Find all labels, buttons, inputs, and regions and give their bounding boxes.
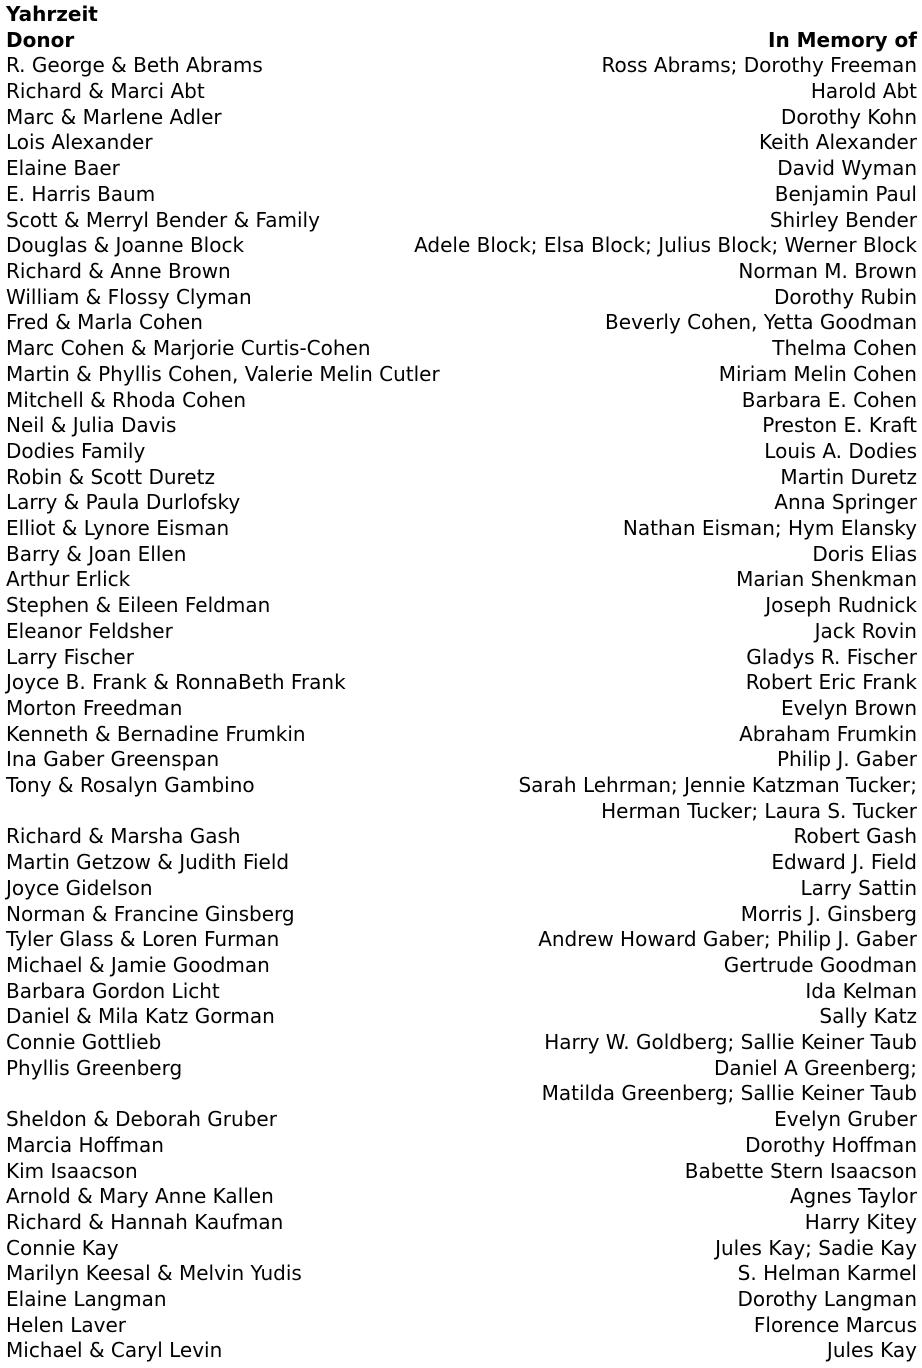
donor-name: Robin & Scott Duretz	[6, 464, 215, 489]
list-item	[6, 645, 917, 671]
memorial-name-line: Gertrude Goodman	[723, 952, 917, 977]
in-memory-of	[231, 259, 917, 285]
list-item	[6, 876, 917, 902]
in-memory-of	[222, 1338, 917, 1364]
list-item	[6, 413, 917, 439]
in-memory-of	[371, 336, 917, 362]
memorial-name-line: Harry Kitey	[804, 1209, 917, 1234]
memorial-name-line: Dorothy Langman	[737, 1287, 917, 1312]
donor-name: Eleanor Feldsher	[6, 618, 173, 643]
list-item	[6, 182, 917, 208]
in-memory-of	[346, 670, 917, 696]
in-memory-of	[279, 927, 917, 953]
donor-name: Richard & Marsha Gash	[6, 824, 241, 849]
donor-name: Mitchell & Rhoda Cohen	[6, 387, 247, 412]
in-memory-of	[263, 53, 917, 79]
memorial-name-line: Robert Gash	[793, 824, 917, 849]
donor-name: Scott & Merryl Bender & Family	[6, 207, 320, 232]
in-memory-of	[229, 516, 917, 542]
in-memory-of	[203, 310, 917, 336]
memorial-name-line: Herman Tucker; Laura S. Tucker	[601, 798, 917, 823]
memorial-name-line: Harold Abt	[810, 79, 917, 104]
in-memory-of	[222, 105, 917, 131]
list-item	[6, 208, 917, 234]
donor-name: R. George & Beth Abrams	[6, 53, 263, 78]
in-memory-of	[130, 567, 917, 593]
in-memory-of	[164, 1133, 917, 1159]
donor-name: Elliot & Lynore Eisman	[6, 516, 230, 541]
in-memory-of	[289, 850, 917, 876]
donor-name: Kim Isaacson	[6, 1158, 138, 1183]
in-memory-of	[173, 619, 917, 645]
memorial-name-line: S. Helman Karmel	[737, 1261, 917, 1286]
donor-name: Larry & Paula Durlofsky	[6, 490, 241, 515]
list-item	[6, 773, 917, 824]
in-memory-of	[119, 1236, 917, 1262]
list-item	[6, 439, 917, 465]
list-item	[6, 1210, 917, 1236]
in-memory-of	[220, 979, 917, 1005]
memorial-name-line: Dorothy Hoffman	[745, 1132, 917, 1157]
memorial-name-line: Edward J. Field	[771, 850, 917, 875]
column-header-row	[6, 28, 917, 54]
memorial-name-line: Miriam Melin Cohen	[718, 361, 917, 386]
list-item	[6, 1338, 917, 1364]
memorial-name-line: Robert Eric Frank	[745, 670, 917, 695]
memorial-name-line: Beverly Cohen, Yetta Goodman	[605, 310, 917, 335]
memorial-name-line: Doris Elias	[812, 541, 917, 566]
in-memory-of	[270, 593, 917, 619]
list-item	[6, 902, 917, 928]
donation-list	[6, 53, 917, 1364]
in-memory-of	[306, 722, 917, 748]
list-item	[6, 156, 917, 182]
in-memory-of	[120, 156, 917, 182]
list-item	[6, 567, 917, 593]
list-item	[6, 1107, 917, 1133]
donor-name: Elaine Baer	[6, 156, 120, 181]
donor-name: Richard & Marci Abt	[6, 79, 205, 104]
list-item	[6, 285, 917, 311]
in-memory-of	[219, 747, 917, 773]
memorial-name-line: Gladys R. Fischer	[746, 644, 917, 669]
donor-name: Michael & Jamie Goodman	[6, 952, 270, 977]
donor-name: Norman & Francine Ginsberg	[6, 901, 295, 926]
memorial-name-line: Norman M. Brown	[738, 259, 917, 283]
in-memory-of	[138, 1159, 917, 1185]
list-item	[6, 310, 917, 336]
list-item	[6, 388, 917, 414]
in-memory-of	[167, 1287, 917, 1313]
in-memory-of	[145, 439, 917, 465]
donor-name: Connie Kay	[6, 1235, 119, 1260]
memorial-name-line: Keith Alexander	[758, 130, 917, 155]
memorial-name-line: Andrew Howard Gaber; Philip J. Gaber	[538, 927, 917, 952]
donor-name: Martin & Phyllis Cohen, Valerie Melin Cutler	[6, 361, 440, 386]
memorial-name-line: Matilda Greenberg; Sallie Keiner Taub	[541, 1081, 917, 1106]
donor-name: Richard & Hannah Kaufman	[6, 1209, 284, 1234]
in-memory-of	[283, 1210, 917, 1236]
memorial-name-line: Jack Rovin	[814, 618, 917, 643]
donor-name: Larry Fischer	[6, 644, 134, 669]
list-item	[6, 1184, 917, 1210]
in-memory-of	[182, 1056, 917, 1107]
memorial-name-line: Morris J. Ginsberg	[740, 901, 917, 926]
donor-name: Connie Gottlieb	[6, 1030, 162, 1055]
list-item	[6, 1056, 917, 1107]
donor-name: Tony & Rosalyn Gambino	[6, 773, 255, 798]
in-memory-of	[186, 542, 917, 568]
memorial-name-line: Agnes Taylor	[789, 1184, 917, 1209]
list-item	[6, 490, 917, 516]
list-item	[6, 927, 917, 953]
donor-name: Dodies Family	[6, 438, 146, 463]
in-memory-of	[153, 130, 917, 156]
donor-name: Richard & Anne Brown	[6, 259, 231, 283]
donor-name: Helen Laver	[6, 1312, 126, 1337]
memorial-name-line: Abraham Frumkin	[739, 721, 917, 746]
donor-name: Barbara Gordon Licht	[6, 978, 220, 1003]
list-item	[6, 619, 917, 645]
list-item	[6, 362, 917, 388]
list-item	[6, 130, 917, 156]
donor-name: Marcia Hoffman	[6, 1132, 164, 1157]
donor-name: E. Harris Baum	[6, 181, 156, 206]
in-memory-of	[246, 388, 917, 414]
list-item	[6, 336, 917, 362]
in-memory-of	[240, 490, 917, 516]
donor-name: Morton Freedman	[6, 695, 183, 720]
donor-name: Michael & Caryl Levin	[6, 1338, 223, 1363]
donor-name: Marc & Marlene Adler	[6, 104, 222, 129]
donor-name: Daniel & Mila Katz Gorman	[6, 1004, 275, 1029]
donor-name: William & Flossy Clyman	[6, 284, 252, 309]
donor-name: Arnold & Mary Anne Kallen	[6, 1184, 274, 1209]
list-item	[6, 1313, 917, 1339]
in-memory-of	[320, 208, 917, 234]
in-memory-of	[153, 876, 917, 902]
in-memory-of	[244, 233, 917, 259]
donor-name: Elaine Langman	[6, 1287, 167, 1312]
donor-name: Sheldon & Deborah Gruber	[6, 1107, 277, 1132]
memorial-name-line: Joseph Rudnick	[765, 593, 917, 618]
memorial-name-line: Ida Kelman	[805, 978, 917, 1003]
memorial-name-line: Florence Marcus	[753, 1312, 917, 1337]
donor-name: Ina Gaber Greenspan	[6, 747, 220, 772]
memorial-name-line: Preston E. Kraft	[762, 413, 917, 438]
memorial-name-line: Philip J. Gaber	[776, 747, 917, 772]
list-item	[6, 542, 917, 568]
in-memory-of	[302, 1261, 917, 1287]
donor-name: Douglas & Joanne Block	[6, 233, 245, 258]
memorial-name-line: Evelyn Gruber	[774, 1107, 917, 1132]
donor-name: Stephen & Eileen Feldman	[6, 593, 271, 618]
memorial-name-line: Martin Duretz	[780, 464, 917, 489]
in-memory-of	[440, 362, 917, 388]
list-item	[6, 53, 917, 79]
donor-name: Barry & Joan Ellen	[6, 541, 187, 566]
memorial-name-line: Shirley Bender	[769, 207, 917, 232]
memorial-name-line: Daniel A Greenberg;	[713, 1055, 917, 1080]
donor-name: Joyce Gidelson	[6, 875, 153, 900]
in-memory-of	[134, 645, 917, 671]
memorial-name-line: Louis A. Dodies	[764, 438, 917, 463]
memorial-name-line: Larry Sattin	[800, 875, 917, 900]
memorial-name-line: Adele Block; Elsa Block; Julius Block; Werner Block	[414, 233, 917, 258]
list-item	[6, 953, 917, 979]
list-item	[6, 1261, 917, 1287]
list-item	[6, 465, 917, 491]
memorial-name-line: Sarah Lehrman; Jennie Katzman Tucker;	[518, 773, 917, 798]
memorial-name-line: Harry W. Goldberg; Sallie Keiner Taub	[544, 1030, 917, 1055]
memorial-name-line: Sally Katz	[819, 1004, 917, 1029]
memorial-name-line: Jules Kay	[826, 1338, 917, 1363]
in-memory-of	[270, 953, 917, 979]
memorial-name-line: Nathan Eisman; Hym Elansky	[622, 516, 917, 541]
in-memory-of	[126, 1313, 917, 1339]
list-item	[6, 516, 917, 542]
memorial-name-line: Babette Stern Isaacson	[684, 1158, 917, 1183]
in-memory-of	[255, 773, 917, 824]
memorial-name-line: Ross Abrams; Dorothy Freeman	[601, 53, 917, 78]
list-item	[6, 824, 917, 850]
in-memory-of	[176, 413, 917, 439]
list-item	[6, 259, 917, 285]
donor-name: Fred & Marla Cohen	[6, 310, 203, 335]
in-memory-of	[182, 696, 917, 722]
list-item	[6, 1004, 917, 1030]
memorial-name-line: Jules Kay; Sadie Kay	[715, 1235, 917, 1260]
list-item	[6, 1030, 917, 1056]
list-item	[6, 1133, 917, 1159]
list-item	[6, 79, 917, 105]
donor-name: Joyce B. Frank & RonnaBeth Frank	[6, 670, 346, 695]
donor-name: Phyllis Greenberg	[6, 1055, 183, 1080]
donor-name: Tyler Glass & Loren Furman	[6, 927, 280, 952]
memorial-name-line: Dorothy Kohn	[780, 104, 917, 129]
list-item	[6, 670, 917, 696]
in-memory-of	[215, 465, 917, 491]
list-item	[6, 979, 917, 1005]
memorial-name-line: Anna Springer	[774, 490, 917, 515]
in-memory-of	[205, 79, 917, 105]
memorial-name-line: Evelyn Brown	[781, 695, 917, 720]
list-item	[6, 1236, 917, 1262]
list-item	[6, 696, 917, 722]
memorial-name-line: David Wyman	[777, 156, 917, 181]
memory-column-header: In Memory of	[768, 27, 917, 52]
list-item	[6, 233, 917, 259]
donor-name: Martin Getzow & Judith Field	[6, 850, 290, 875]
section-title: Yahrzeit	[6, 2, 98, 26]
in-memory-of	[295, 902, 917, 928]
donor-name: Marc Cohen & Marjorie Curtis-Cohen	[6, 336, 371, 361]
in-memory-of	[252, 285, 917, 311]
in-memory-of	[277, 1107, 917, 1133]
list-item	[6, 850, 917, 876]
in-memory-of	[161, 1030, 917, 1056]
donor-name: Kenneth & Bernadine Frumkin	[6, 721, 306, 746]
in-memory-of	[241, 824, 917, 850]
donor-name: Neil & Julia Davis	[6, 413, 177, 438]
list-item	[6, 1287, 917, 1313]
donor-column-header: Donor	[6, 27, 75, 52]
list-item	[6, 105, 917, 131]
memorial-name-line: Thelma Cohen	[772, 336, 917, 361]
donor-name: Arthur Erlick	[6, 567, 131, 592]
memorial-name-line: Benjamin Paul	[774, 181, 917, 206]
list-item	[6, 747, 917, 773]
list-item	[6, 722, 917, 748]
donor-name: Marilyn Keesal & Melvin Yudis	[6, 1261, 302, 1286]
in-memory-of	[155, 182, 917, 208]
list-item	[6, 1159, 917, 1185]
memorial-name-line: Dorothy Rubin	[774, 284, 917, 309]
memorial-name-line: Marian Shenkman	[736, 567, 917, 592]
in-memory-of	[275, 1004, 917, 1030]
memorial-name-line: Barbara E. Cohen	[741, 387, 917, 412]
donor-name: Lois Alexander	[6, 130, 153, 155]
in-memory-of	[274, 1184, 917, 1210]
list-item	[6, 593, 917, 619]
